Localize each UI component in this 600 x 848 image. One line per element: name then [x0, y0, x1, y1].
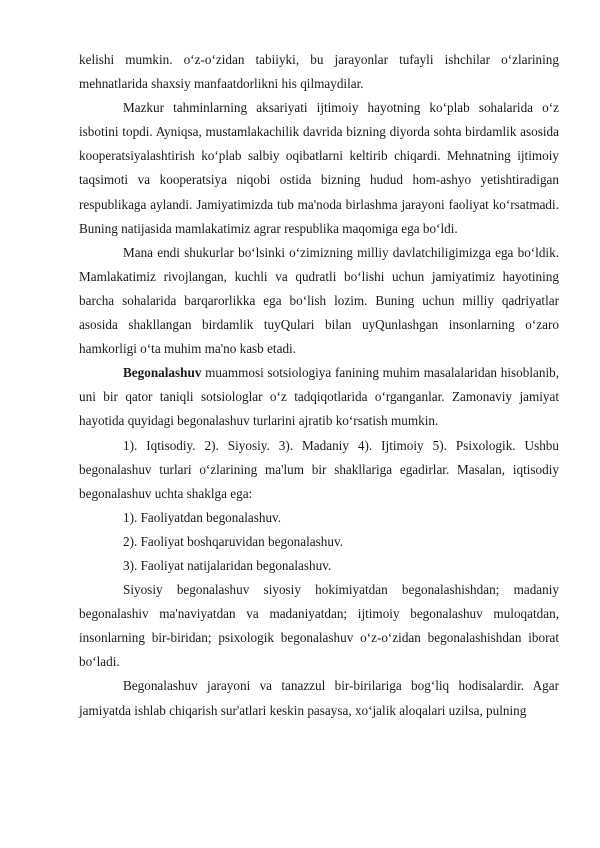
paragraph-alienation-definition [79, 361, 559, 433]
paragraph-alienation-forms: Siyosiy begonalashuv siyosiy hokimiyatdan begonalashishdan; madaniy begonalashiv ma'naviyatdan va madaniyatdan; ijtimoiy begonalashuv muloqatdan, insonlarning bir-biridan; psixologik begonalashuv o‘z-o‘zidan begonalashishdan iborat bo‘ladi. [79, 582, 559, 670]
paragraph-cooperation: Mazkur tahminlarning aksariyati ijtimoiy hayotning ko‘plab sohalarida o‘z isbotini topdi. Ayniqsa, mustamlakachilik davrida bizning diyorda sohta birdamlik asosida kooperatsiyalashtirish ko‘plab salbiy oqibatlarni keltirib chiqardi. Mehnatning ijtimoiy taqsimoti va kooperatsiya niqobi ostida bizning hudud hom-ashyo yetishtiradigan respublikaga aylandi. Jamiyatimizda tub ma'noda birlashma jarayoni faoliyat ko‘rsatmadi. Buning natijasida mamlakatimiz agrar respublika maqomiga ega bo‘ldi. [79, 100, 559, 236]
list-item: 2). Faoliyat boshqaruvidan begonalashuv. [123, 533, 343, 549]
list-item: 3). Faoliyat natijalaridan begonalashuv. [123, 557, 332, 573]
paragraph-alienation-types: 1). Iqtisodiy. 2). Siyosiy. 3). Madaniy 4). Ijtimoiy 5). Psixologik. Ushbu begonalashuv turlari o‘zlarining ma'lum bir shakllariga egadirlar. Masalan, iqtisodiy begonalashuv uchta shaklga ega: [79, 437, 559, 501]
paragraph-decline: Begonalashuv jarayoni va tanazzul bir-birilariga bog‘liq hodisalardir. Agar jamiyatda ishlab chiqarish sur'atlari keskin pasaysa, xo‘jalik aloqalari uzilsa, pulning [79, 678, 559, 718]
paragraph-alienation-body: muammosi sotsiologiya fanining muhim masalalaridan hisoblanib, uni bir qator taniqli sotsiologlar o‘z tadqiqotlarida o‘rganganlar. Zamonaviy jamiyat hayotida quyidagi begonalashuv turlarini ajratib ko‘rsatish mumkin. [79, 365, 559, 429]
paragraph-continuation: kelishi mumkin. o‘z-o‘zidan tabiiyki, bu jarayonlar tufayli ishchilar o‘zlarining mehnatlarida shaxsiy manfaatdorlikni his qilmaydilar. [79, 52, 559, 92]
paragraph-statehood: Mana endi shukurlar bo‘lsinki o‘zimizning milliy davlatchiligimizga ega bo‘ldik. Mamlakatimiz rivojlangan, kuchli va qudratli bo‘lishi uchun jamiyatimiz hayotining barcha sohalarida barqarorlikka ega bo‘lish lozim. Buning uchun milliy qadriyatlar asosida shakllangan birdamlik tuyQulari bilan uyQunlashgan insonlarning o‘zaro hamkorligi o‘ta muhim ma'no kasb etadi. [79, 244, 559, 357]
list-item: 1). Faoliyatdan begonalashuv. [123, 509, 282, 525]
term-begonalashuv: Begonalashuv [123, 365, 202, 381]
